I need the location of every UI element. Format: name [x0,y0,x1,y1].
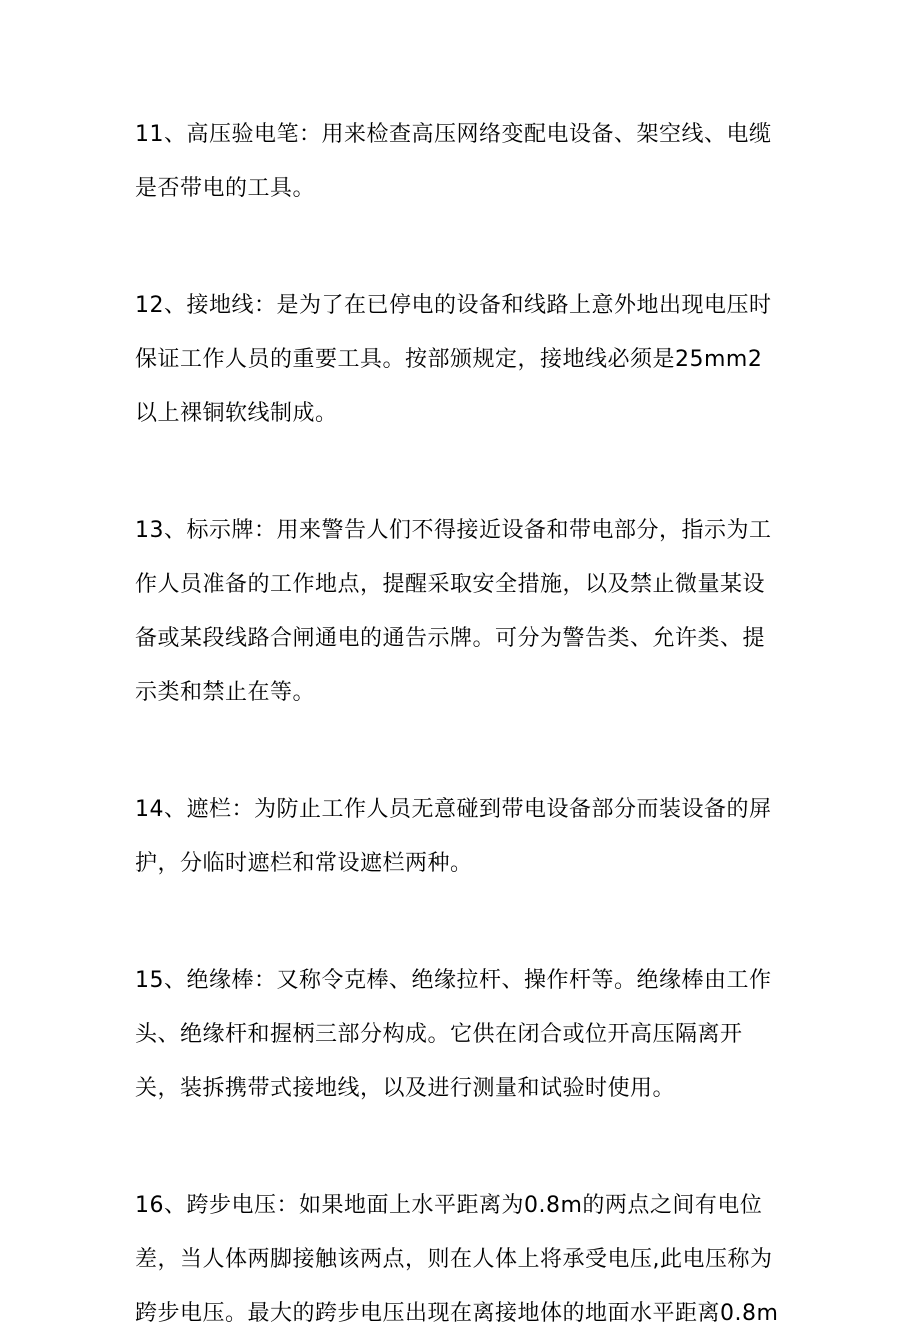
paragraph-line: 作人员准备的工作地点，提醒采取安全措施，以及禁止微量某设 [135,572,766,597]
paragraph-14-barrier [135,783,792,891]
paragraph-line: 跨步电压。最大的跨步电压出现在离接地体的地面水平距离0.8m [135,1301,779,1326]
paragraph-line: 保证工作人员的重要工具。按部颁规定，接地线必须是25mm2 [135,347,763,372]
paragraph-16-step-voltage [135,1179,792,1341]
paragraph-line: 护，分临时遮栏和常设遮栏两种。 [135,851,473,876]
paragraph-gap [135,216,792,279]
paragraph-gap [135,720,792,783]
paragraph-line: 关，装拆携带式接地线，以及进行测量和试验时使用。 [135,1076,676,1101]
paragraph-gap [135,1116,792,1179]
paragraph-line: 差，当人体两脚接触该两点，则在人体上将承受电压,此电压称为 [135,1247,773,1272]
paragraph-gap [135,891,792,954]
paragraph-12-grounding-wire [135,279,792,441]
paragraph-line: 11、高压验电笔：用来检查高压网络变配电设备、架空线、电缆 [135,122,772,147]
paragraph-11-high-voltage-tester [135,108,792,216]
paragraph-line: 13、标示牌：用来警告人们不得接近设备和带电部分，指示为工 [135,518,772,543]
paragraph-gap [135,441,792,504]
paragraph-line: 以上裸铜软线制成。 [135,401,338,426]
paragraph-line: 15、绝缘棒：又称令克棒、绝缘拉杆、操作杆等。绝缘棒由工作 [135,968,772,993]
paragraph-line: 头、绝缘杆和握柄三部分构成。它供在闭合或位开高压隔离开 [135,1022,743,1047]
paragraph-13-warning-sign [135,504,792,720]
paragraph-15-insulating-rod [135,954,792,1116]
paragraph-line: 12、接地线：是为了在已停电的设备和线路上意外地出现电压时 [135,293,772,318]
paragraph-line: 是否带电的工具。 [135,176,316,201]
paragraph-line: 14、遮栏：为防止工作人员无意碰到带电设备部分而装设备的屏 [135,797,772,822]
paragraph-line: 16、跨步电压：如果地面上水平距离为0.8m的两点之间有电位 [135,1193,763,1218]
paragraph-line: 示类和禁止在等。 [135,680,316,705]
paragraph-line: 备或某段线路合闸通电的通告示牌。可分为警告类、允许类、提 [135,626,766,651]
